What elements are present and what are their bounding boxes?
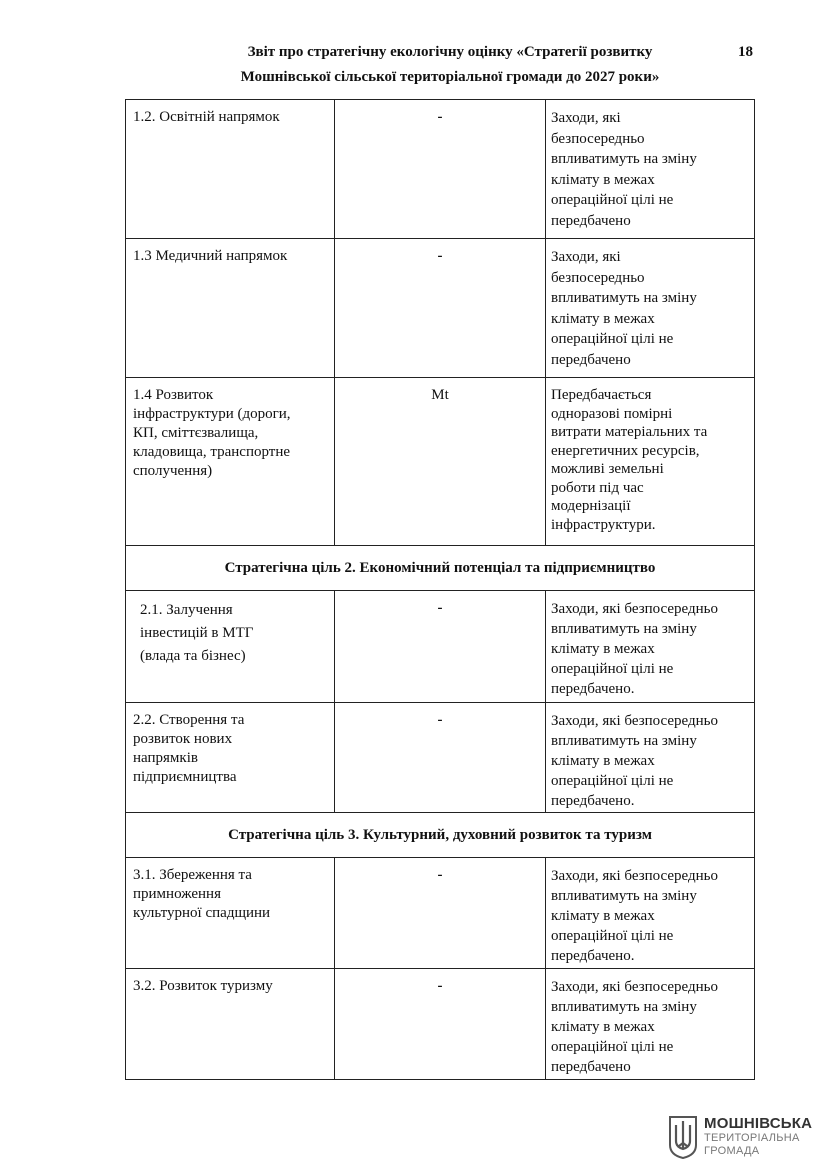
section-row [126,546,755,591]
impact-value: - [437,109,443,125]
cell-line: клімату в межах [551,753,655,769]
objective-cell [126,591,335,703]
impact-cell [335,703,546,813]
cell-line: 1.4 Розвиток [133,387,214,403]
impact-cell [335,100,546,239]
cell-line: Заходи, які [551,249,621,265]
cell-line: 1.3 Медичний напрямок [133,248,288,264]
table-row [126,378,755,546]
cell-line: енергетичних ресурсів, [551,442,700,459]
cell-line: 1.2. Освітній напрямок [133,109,280,125]
cell-line: передбачено [551,212,631,229]
objective-cell [126,239,335,378]
cell-line: впливатимуть на зміну [551,888,697,904]
cell-line: роботи під час [551,479,644,496]
cell-line: сполучення) [133,463,213,479]
cell-line: примноження [133,886,221,902]
impact-cell [335,969,546,1080]
cell-line: підприємництва [133,769,237,785]
impact-value: - [437,712,443,728]
impact-cell [335,591,546,703]
cell-line: клімату в межах [551,171,655,188]
description-cell [546,378,755,546]
cell-line: безпосередньо [551,130,645,147]
cell-line: 3.1. Збереження та [133,867,252,883]
header-line-1: Звіт про стратегічну екологічну оцінку «Стратегії розвитку [247,44,653,60]
objective-cell [126,378,335,546]
cell-line: (влада та бізнес) [140,648,246,664]
table-row [126,591,755,703]
logo-line-3: ГРОМАДА [704,1145,760,1157]
cell-line: операційної цілі не [551,773,674,789]
section-row [126,813,755,858]
cell-line: передбачено [551,1059,631,1075]
cell-line: кладовища, транспортне [133,444,291,460]
cell-line: впливатимуть на зміну [551,290,697,306]
cell-line: передбачено. [551,948,635,964]
table-row [126,239,755,378]
objective-cell [126,100,335,239]
section-heading-2 [126,546,755,591]
objective-cell [126,969,335,1080]
logo-line-1: МОШНІВСЬКА [704,1115,813,1132]
impact-cell [335,378,546,546]
section-heading-3 [126,813,755,858]
objective-cell [126,858,335,969]
objective-cell [126,703,335,813]
description-cell [546,591,755,703]
logo-line-2: ТЕРИТОРІАЛЬНА [704,1132,800,1144]
cell-line: клімату в межах [551,641,655,657]
cell-line: Заходи, які безпосередньо [551,868,718,884]
impact-value: - [437,978,443,994]
impact-value: - [437,600,443,616]
section-title: Стратегічна ціль 2. Економічний потенціал та підприємництво [224,559,656,576]
table-row [126,100,755,239]
section-title: Стратегічна ціль 3. Культурний, духовний розвиток та туризм [228,826,652,843]
cell-line: витрати матеріальних та [551,424,708,440]
cell-line: культурної спадщини [133,905,271,921]
cell-line: операційної цілі не [551,928,674,944]
cell-line: Заходи, які безпосередньо [551,601,718,617]
cell-line: розвиток нових [133,731,233,747]
impact-value: - [437,248,443,264]
trident-icon [668,1115,698,1159]
cell-line: модернізації [551,498,631,514]
cell-line: 3.2. Розвиток туризму [133,978,273,994]
cell-line: впливатимуть на зміну [551,151,697,167]
impact-cell [335,858,546,969]
cell-line: передбачено. [551,793,635,809]
header-line-2: Мошнівської сільської територіальної громади до 2027 роки» [240,69,660,85]
cell-line: інфраструктури. [551,516,656,533]
table-row [126,703,755,813]
description-cell [546,858,755,969]
cell-line: можливі земельні [551,461,664,477]
cell-line: Заходи, які безпосередньо [551,713,718,729]
cell-line: безпосередньо [551,269,645,286]
cell-line: Заходи, які [551,110,621,126]
cell-line: 2.1. Залучення [140,602,233,618]
description-cell [546,239,755,378]
impact-value: - [437,867,443,883]
cell-line: Передбачається [551,387,652,403]
cell-line: інфраструктури (дороги, [133,406,291,422]
cell-line: клімату в межах [551,310,655,327]
cell-line: клімату в межах [551,908,655,924]
table-row [126,969,755,1080]
cell-line: Заходи, які безпосередньо [551,979,718,995]
cell-line: КП, сміттєзвалища, [133,425,259,441]
cell-line: впливатимуть на зміну [551,999,697,1015]
cell-line: клімату в межах [551,1019,655,1035]
assessment-table [125,99,755,1080]
cell-line: операційної цілі не [551,331,674,347]
description-cell [546,703,755,813]
cell-line: інвестицій в МТГ [140,625,254,641]
cell-line: одноразові помірні [551,405,673,422]
cell-line: операційної цілі не [551,192,674,208]
impact-cell [335,239,546,378]
cell-line: передбачено [551,351,631,368]
page-number: 18 [738,44,753,60]
table-row [126,858,755,969]
cell-line: напрямків [133,750,198,766]
cell-line: 2.2. Створення та [133,712,245,728]
document-header [180,40,720,90]
community-logo [668,1115,818,1161]
cell-line: операційної цілі не [551,661,674,677]
cell-line: впливатимуть на зміну [551,621,697,637]
impact-value: Mt [431,387,449,403]
cell-line: операційної цілі не [551,1039,674,1055]
cell-line: передбачено. [551,681,635,697]
description-cell [546,969,755,1080]
description-cell [546,100,755,239]
cell-line: впливатимуть на зміну [551,733,697,749]
